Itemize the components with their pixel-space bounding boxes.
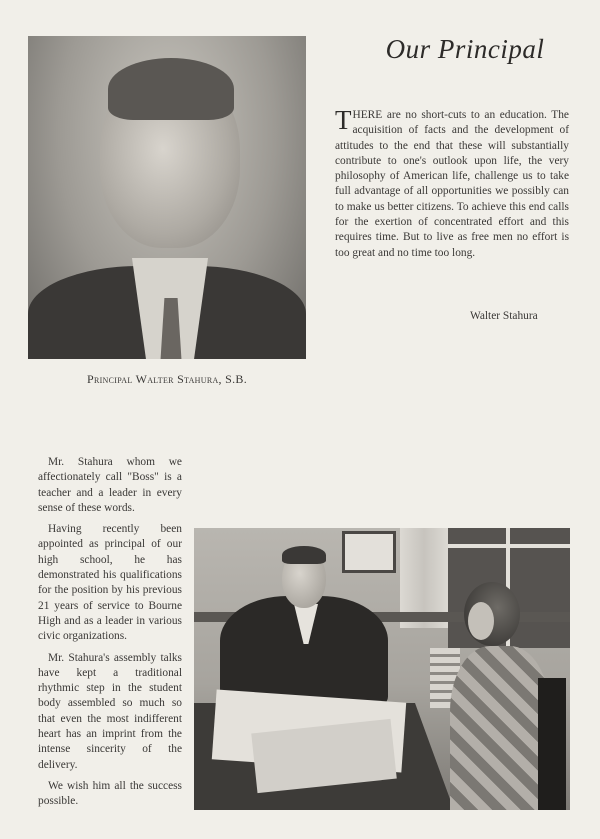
wall-picture-frame	[342, 531, 396, 573]
student-face	[468, 602, 494, 640]
bio-paragraph: We wish him all the success possible.	[38, 779, 182, 808]
bio-paragraph: Mr. Stahura's assembly talks have kept a traditional rhythmic step in the student body assembled so much so that even the most indifferent heart has an imprint from the intense sincerity of the delivery.	[38, 651, 182, 771]
bio-paragraph: Having recently been appointed as principal of our high school, he has demonstrated his qualifications for the position by his previous 21 years of service to Bourne High and as a leader in various civic organizations.	[38, 523, 182, 643]
principal-hair	[282, 546, 326, 564]
portrait-caption: Principal Walter Stahura, S.B.	[86, 372, 248, 386]
principal-portrait-photo	[28, 36, 306, 359]
portrait-hair	[108, 58, 234, 120]
message-dropcap: T	[335, 105, 352, 135]
page-title: Our Principal	[385, 34, 545, 64]
student-seated	[450, 646, 550, 810]
office-photo	[194, 528, 570, 810]
principal-message	[335, 105, 569, 261]
chair	[538, 678, 566, 810]
bio-paragraph: Mr. Stahura whom we affectionately call "Boss" is a teacher and a leader in every sense of these words.	[38, 456, 182, 514]
bio-column	[38, 455, 182, 816]
window-transom	[448, 544, 570, 548]
message-body: HERE are no short-cuts to an education. The acquisition of facts and the development of attitudes to the end that these will substantially contribute to one's outlook upon life, the very philosophy of American life, challenge us to take full advantage of all opportunities we possibly can to make us better citizens. To achieve this end calls for the exertion of concentrated effort and this requires time. But to live as free men no effort is too great and no time too long.	[335, 109, 569, 259]
message-signature: Walter Stahura	[470, 310, 538, 322]
